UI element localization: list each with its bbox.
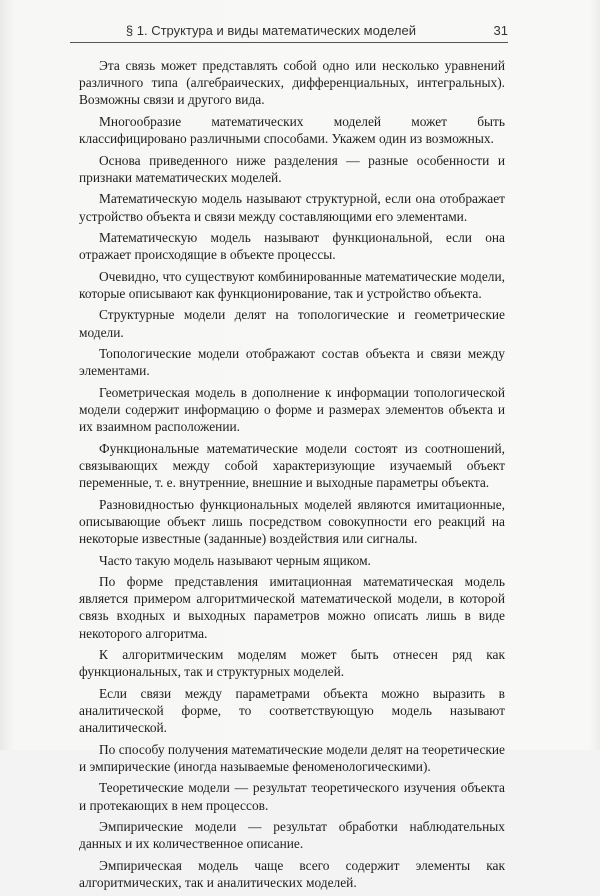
paragraph: По способу получения математические модели делят на теоретические и эмпирические (иногда называемые феноменологическими). <box>79 741 505 774</box>
running-header <box>70 20 508 40</box>
paragraph: Многообразие математических моделей может быть классифицировано различными способами. Укажем один из возможных. <box>79 113 505 147</box>
page-number: 31 <box>493 23 508 38</box>
paragraph: Топологические модели отображают состав объекта и связи между элементами. <box>79 346 505 379</box>
paragraph: Разновидностью функциональных моделей являются имитационные, описывающие объект лишь посредством совокупности его реакций на некоторые известные (заданные) воздействия или сигналы. <box>79 496 505 547</box>
paragraph: По форме представления имитационная математическая модель является примером алгоритмической математической модели, в которой связь входных и выходных параметров можно описать лишь в виде некоторого алгоритма. <box>79 574 505 641</box>
paragraph: Теоретические модели — результат теоретического изучения объекта и протекающих в нем процессов. <box>79 780 505 813</box>
body-text <box>79 57 505 896</box>
section-title: § 1. Структура и виды математических моделей <box>125 23 416 38</box>
paragraph: Математическую модель называют функциональной, если она отражает происходящие в объекте процессы. <box>79 230 505 263</box>
paragraph: Очевидно, что существуют комбинированные математические модели, которые описывают как функционирование, так и устройство объекта. <box>79 268 505 301</box>
paragraph: Если связи между параметрами объекта можно выразить в аналитической форме, то соответствующую модель называют аналитической. <box>79 685 505 736</box>
paragraph: Эта связь может представлять собой одно или несколько уравнений различного типа (алгебраических, дифференциальных, интегральных). Возможны связи и другого вида. <box>79 58 505 108</box>
paragraph: К алгоритмическим моделям может быть отнесен ряд как функциональных, так и структурных моделей. <box>79 647 505 680</box>
paragraph: Эмпирическая модель чаще всего содержит элементы как алгоритмических, так и аналитических моделей. <box>79 857 505 891</box>
paragraph: Структурные модели делят на топологические и геометрические модели. <box>79 307 505 340</box>
paragraph: Математическую модель называют структурной, если она отображает устройство объекта и связи между составляющими его элементами. <box>79 191 505 224</box>
paragraph: Геометрическая модель в дополнение к информации топологической модели содержит информацию о форме и размерах элементов объекта и их взаимном расположении. <box>79 384 505 435</box>
paragraph: Основа приведенного ниже разделения — разные особенности и признаки математических моделей. <box>79 152 505 185</box>
header-rule <box>70 42 508 43</box>
paragraph: Часто такую модель называют черным ящиком. <box>99 552 371 568</box>
paragraph: Эмпирические модели — результат обработки наблюдательных данных и их количественное описание. <box>79 819 505 852</box>
paragraph: Функциональные математические модели состоят из соотношений, связывающих между собой характеризующие изучаемый объект переменные, т. е. внутренние, внешние и выходные параметры объекта. <box>79 440 505 491</box>
